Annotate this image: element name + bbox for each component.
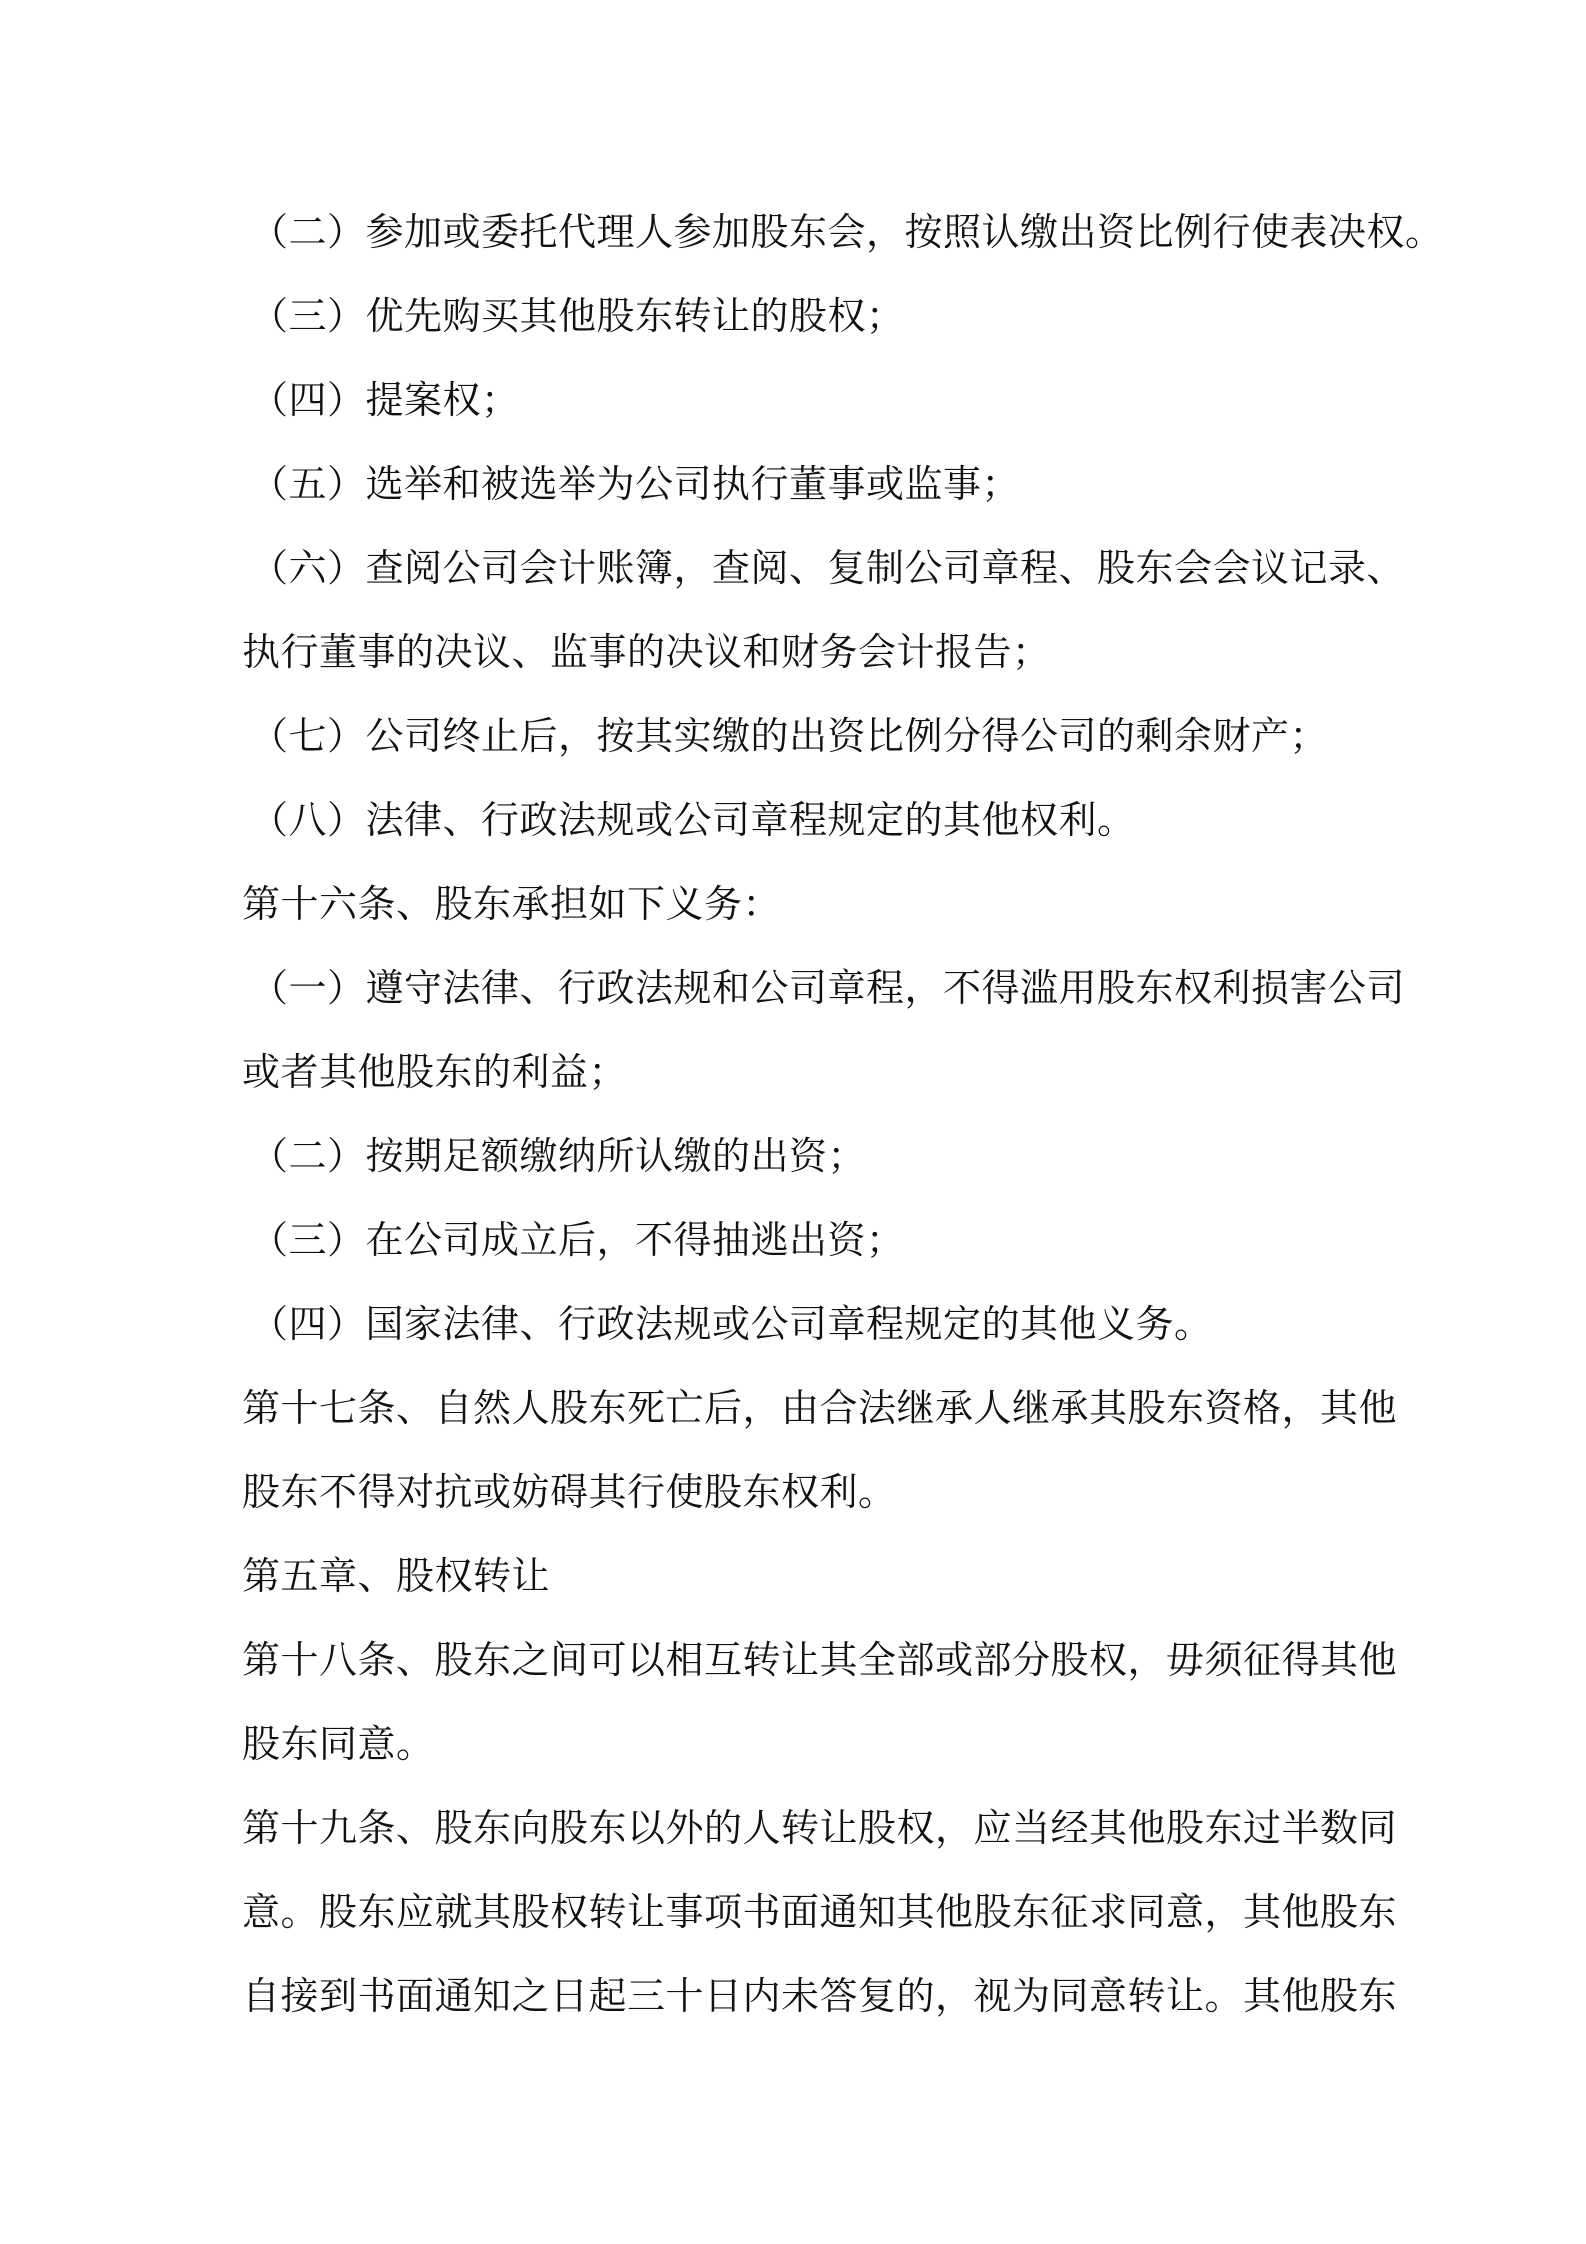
paragraph-line: 意。股东应就其股权转让事项书面通知其他股东征求同意，其他股东 <box>242 1890 1398 1934</box>
paragraph-line: （三）优先购买其他股东转让的股权； <box>250 294 905 338</box>
paragraph-line: 自接到书面通知之日起三十日内未答复的，视为同意转让。其他股东 <box>242 1974 1398 2018</box>
paragraph-line: （一）遵守法律、行政法规和公司章程，不得滥用股东权利损害公司 <box>250 966 1406 1010</box>
chapter-heading: 第五章、股权转让 <box>242 1554 551 1598</box>
article-heading: 第十八条、股东之间可以相互转让其全部或部分股权，毋须征得其他 <box>242 1638 1398 1682</box>
paragraph-line: （三）在公司成立后，不得抽逃出资； <box>250 1218 905 1262</box>
paragraph-line: （四）提案权； <box>250 378 520 422</box>
article-heading: 第十六条、股东承担如下义务： <box>242 882 782 926</box>
document-body <box>242 190 1444 2038</box>
paragraph-line: （五）选举和被选举为公司执行董事或监事； <box>250 462 1021 506</box>
paragraph-line: 股东同意。 <box>242 1722 435 1766</box>
paragraph-line: 执行董事的决议、监事的决议和财务会计报告； <box>242 630 1051 674</box>
paragraph-line: 或者其他股东的利益； <box>242 1050 628 1094</box>
paragraph-line: （七）公司终止后，按其实缴的出资比例分得公司的剩余财产； <box>250 714 1329 758</box>
paragraph-line: （八）法律、行政法规或公司章程规定的其他权利。 <box>250 798 1136 842</box>
paragraph-line: （四）国家法律、行政法规或公司章程规定的其他义务。 <box>250 1302 1213 1346</box>
article-heading: 第十七条、自然人股东死亡后，由合法继承人继承其股东资格，其他 <box>242 1386 1398 1430</box>
paragraph-line: 股东不得对抗或妨碍其行使股东权利。 <box>242 1470 897 1514</box>
paragraph-line: （六）查阅公司会计账簿，查阅、复制公司章程、股东会会议记录、 <box>250 546 1406 590</box>
paragraph-line: （二）按期足额缴纳所认缴的出资； <box>250 1134 867 1178</box>
article-heading: 第十九条、股东向股东以外的人转让股权，应当经其他股东过半数同 <box>242 1806 1398 1850</box>
paragraph-line: （二）参加或委托代理人参加股东会，按照认缴出资比例行使表决权。 <box>250 210 1444 254</box>
